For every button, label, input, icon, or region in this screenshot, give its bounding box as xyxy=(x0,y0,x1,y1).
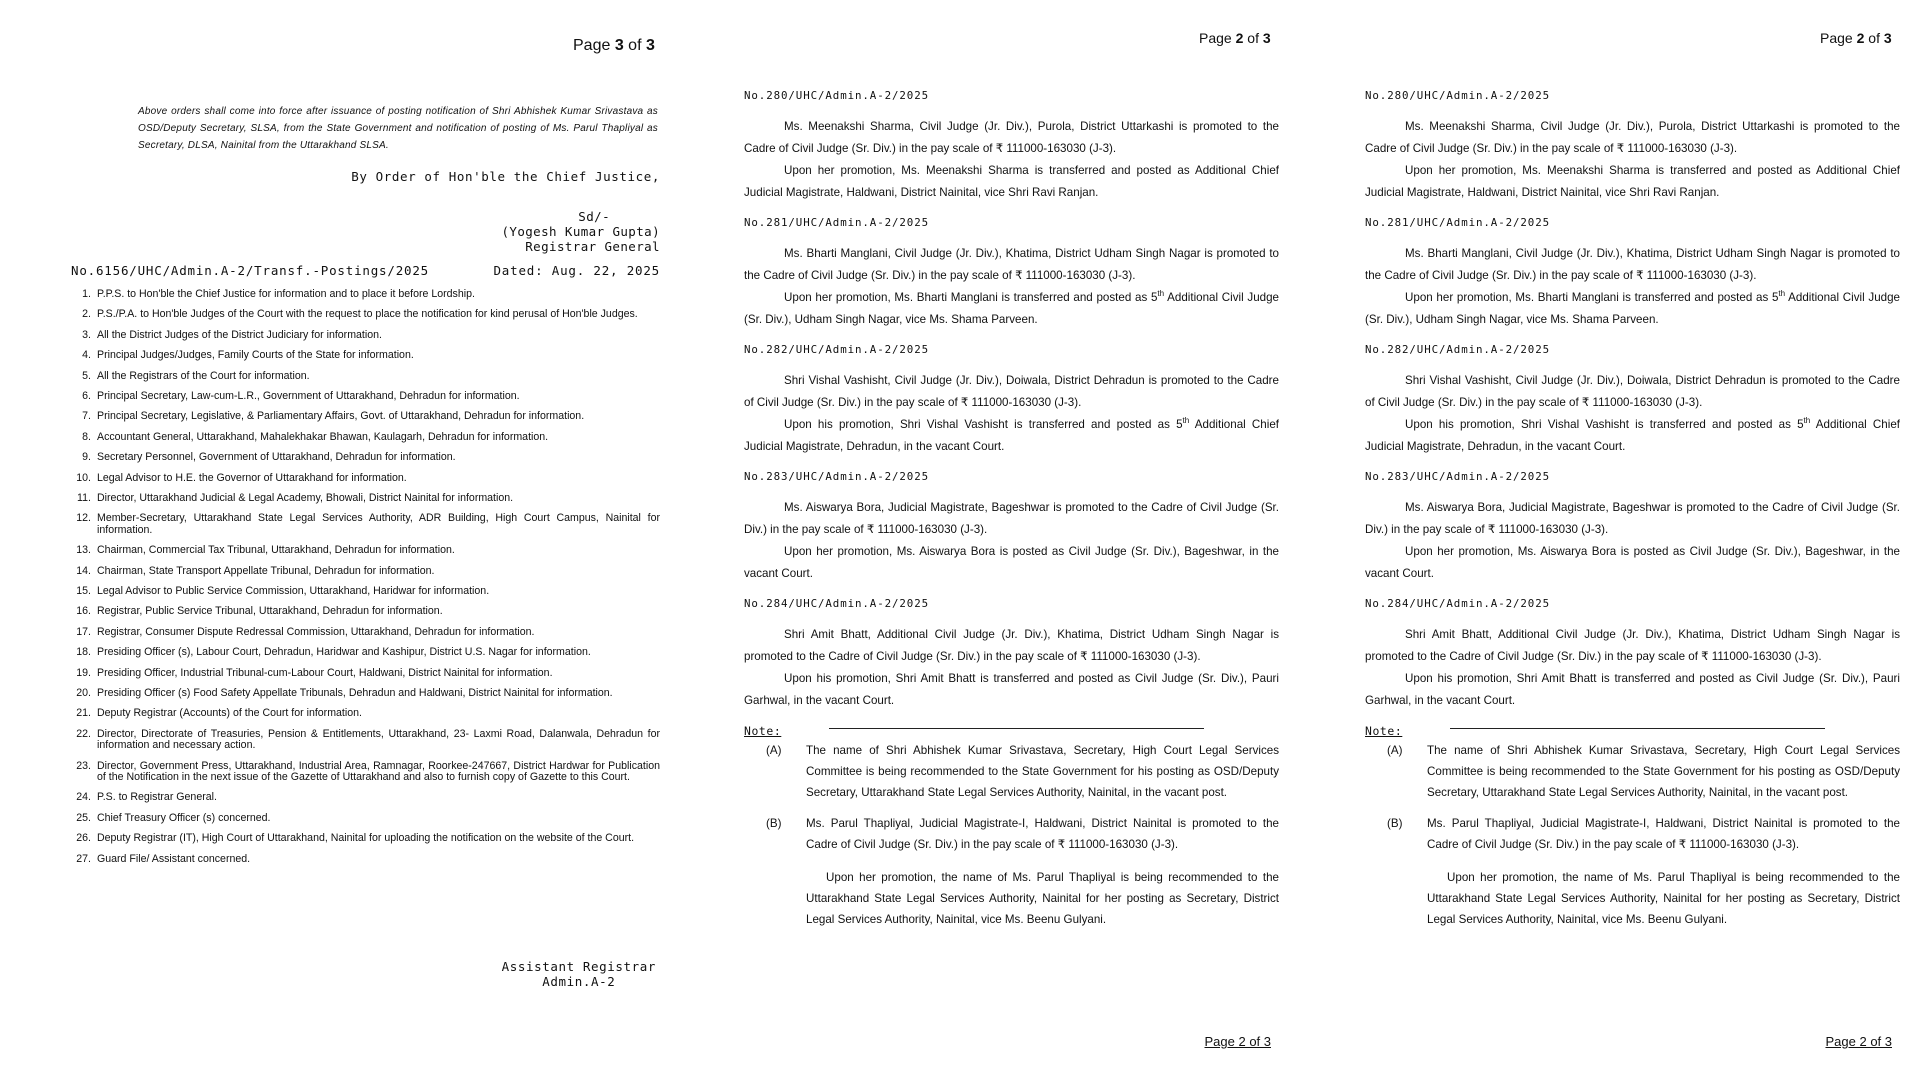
copy-to-number: 24. xyxy=(76,791,91,804)
order-reference: No.281/UHC/Admin.A-2/2025 xyxy=(1365,216,1551,229)
posting-paragraph: Upon his promotion, Shri Vishal Vashisht is transferred and posted as 5th Additional Chief Judicial Magistrate, Dehradun, in the vacant Court. xyxy=(744,416,1279,453)
order-block xyxy=(744,343,1279,458)
posting-paragraph: Upon his promotion, Shri Amit Bhatt is transferred and posted as Civil Judge (Sr. Div.), Pauri Garhwal, in the vacant Court. xyxy=(744,672,1279,707)
assistant-section: Admin.A-2 xyxy=(542,974,616,989)
copy-to-item xyxy=(71,411,660,423)
date-line: Dated: Aug. 22, 2025 xyxy=(493,263,660,278)
copy-to-item xyxy=(71,586,660,598)
copy-to-text: All the Registrars of the Court for information. xyxy=(97,369,310,382)
note-item-text: The name of Shri Abhishek Kumar Srivastava, Secretary, High Court Legal Services Committee is being recommended to the State Government for his posting as OSD/Deputy Secretary, Uttarakhand State Legal Services Authority, Nainital, in the vacant post. xyxy=(1427,744,1900,799)
signature-sd: Sd/- xyxy=(578,209,610,224)
copy-to-text: Chairman, Commercial Tax Tribunal, Uttarakhand, Dehradun for information. xyxy=(97,544,455,557)
note-item-text: Ms. Parul Thapliyal, Judicial Magistrate-I, Haldwani, District Nainital is promoted to the Cadre of Civil Judge (Sr. Div.) in the pay scale of ₹ 111000-163030 (J-3). xyxy=(806,817,1279,851)
copy-to-item xyxy=(71,309,660,321)
copy-to-item xyxy=(71,350,660,362)
copy-to-text: Deputy Registrar (Accounts) of the Court for information. xyxy=(97,707,362,720)
order-block xyxy=(744,216,1279,331)
copy-to-text: Legal Advisor to H.E. the Governor of Uttarakhand for information. xyxy=(97,471,407,484)
note-section xyxy=(1365,724,1900,930)
order-reference: No.282/UHC/Admin.A-2/2025 xyxy=(744,343,930,356)
note-section xyxy=(744,724,1279,930)
copy-to-item xyxy=(71,371,660,383)
posting-paragraph: Upon her promotion, Ms. Aiswarya Bora is posted as Civil Judge (Sr. Div.), Bageshwar, in the vacant Court. xyxy=(1365,545,1900,580)
copy-to-text: Principal Secretary, Legislative, & Parliamentary Affairs, Govt. of Uttarakhand, Dehradun for information. xyxy=(97,410,585,423)
posting-paragraph: Upon his promotion, Shri Vishal Vashisht is transferred and posted as 5th Additional Chief Judicial Magistrate, Dehradun, in the vacant Court. xyxy=(1365,416,1900,453)
page-number-header: Page 3 of 3 xyxy=(573,37,655,54)
order-reference: No.283/UHC/Admin.A-2/2025 xyxy=(1365,470,1551,483)
copy-to-number: 4. xyxy=(82,349,91,362)
order-block xyxy=(1365,216,1900,331)
page-number-header: Page 2 of 3 xyxy=(1820,30,1892,46)
copy-to-item xyxy=(71,761,660,784)
order-reference: No.280/UHC/Admin.A-2/2025 xyxy=(744,89,930,102)
note-b-paragraph: Upon her promotion, the name of Ms. Parul Thapliyal is being recommended to the Uttarakhand State Legal Services Authority, Nainital for her posting as Secretary, District Legal Services Authority, Nainital, vice Ms. Beenu Gulyani. xyxy=(1427,871,1900,926)
copy-to-text: P.P.S. to Hon'ble the Chief Justice for information and to place it before Lordship. xyxy=(97,288,475,300)
copy-to-item xyxy=(71,545,660,557)
copy-to-text: Director, Government Press, Uttarakhand, Industrial Area, Ramnagar, Roorkee-247667, District Hardwar for Publication of the Notification in the next issue of the Gazette of Uttarakhand and also to furnish copy of Gazette to this Court. xyxy=(97,759,660,784)
by-order-line: By Order of Hon'ble the Chief Justice, xyxy=(351,169,660,184)
note-item-text: The name of Shri Abhishek Kumar Srivastava, Secretary, High Court Legal Services Committee is being recommended to the State Government for his posting as OSD/Deputy Secretary, Uttarakhand State Legal Services Authority, Nainital, in the vacant post. xyxy=(806,744,1279,799)
copy-to-number: 25. xyxy=(76,811,91,824)
promotion-paragraph: Ms. Aiswarya Bora, Judicial Magistrate, Bageshwar is promoted to the Cadre of Civil Judge (Sr. Div.) in the pay scale of ₹ 111000-163030 (J-3). xyxy=(744,501,1279,536)
assistant-registrar-block xyxy=(502,959,656,989)
copy-to-text: Principal Secretary, Law-cum-L.R., Government of Uttarakhand, Dehradun for information. xyxy=(97,389,520,402)
order-block xyxy=(1365,89,1900,204)
copy-to-number: 5. xyxy=(82,369,91,382)
copy-to-number: 13. xyxy=(76,544,91,557)
copy-to-item xyxy=(71,391,660,403)
copy-to-text: P.S./P.A. to Hon'ble Judges of the Court with the request to place the notification for kind perusal of Hon'ble Judges. xyxy=(97,308,638,321)
promotion-paragraph: Ms. Meenakshi Sharma, Civil Judge (Jr. Div.), Purola, District Uttarkashi is promoted to the Cadre of Civil Judge (Sr. Div.) in the pay scale of ₹ 111000-163030 (J-3). xyxy=(744,120,1279,155)
assistant-title: Assistant Registrar xyxy=(501,959,656,974)
copy-to-number: 16. xyxy=(76,605,91,618)
copy-to-number: 18. xyxy=(76,646,91,659)
promotion-paragraph: Ms. Aiswarya Bora, Judicial Magistrate, Bageshwar is promoted to the Cadre of Civil Judge (Sr. Div.) in the pay scale of ₹ 111000-163030 (J-3). xyxy=(1365,501,1900,536)
copy-to-number: 7. xyxy=(82,410,91,423)
copy-to-number: 23. xyxy=(76,759,91,772)
signatory-title: Registrar General xyxy=(525,239,660,254)
copy-to-number: 20. xyxy=(76,686,91,699)
copy-to-text: All the District Judges of the District Judiciary for information. xyxy=(97,328,382,341)
reference-row xyxy=(71,263,660,278)
copy-to-text: Presiding Officer (s), Labour Court, Dehradun, Haridwar and Kashipur, District U.S. Nagar for information. xyxy=(97,646,591,659)
note-item-b xyxy=(1387,813,1900,855)
copy-to-number: 11. xyxy=(77,491,91,504)
promotion-paragraph: Ms. Meenakshi Sharma, Civil Judge (Jr. Div.), Purola, District Uttarkashi is promoted to the Cadre of Civil Judge (Sr. Div.) in the pay scale of ₹ 111000-163030 (J-3). xyxy=(1365,120,1900,155)
page-number-header: Page 2 of 3 xyxy=(1199,30,1271,46)
note-b-paragraph: Upon her promotion, the name of Ms. Parul Thapliyal is being recommended to the Uttarakhand State Legal Services Authority, Nainital for her posting as Secretary, District Legal Services Authority, Nainital, vice Ms. Beenu Gulyani. xyxy=(806,871,1279,926)
copy-to-text: Chief Treasury Officer (s) concerned. xyxy=(97,811,271,824)
copy-to-number: 19. xyxy=(76,666,91,679)
copy-to-item xyxy=(71,647,660,659)
copy-to-text: P.S. to Registrar General. xyxy=(97,791,217,804)
copy-to-item xyxy=(71,708,660,720)
orders-body xyxy=(1365,89,1900,930)
copy-to-number: 22. xyxy=(76,727,91,740)
order-block xyxy=(1365,597,1900,712)
copy-to-item xyxy=(71,330,660,342)
order-block xyxy=(1365,343,1900,458)
copy-to-item xyxy=(71,688,660,700)
copy-to-number: 3. xyxy=(82,328,91,341)
ordinal-suffix: th xyxy=(1803,416,1811,426)
copy-to-text: Member-Secretary, Uttarakhand State Legal Services Authority, ADR Building, High Court Campus, Nainital for information. xyxy=(97,512,660,536)
copy-to-text: Deputy Registrar (IT), High Court of Uttarakhand, Nainital for uploading the notification on the website of the Court. xyxy=(97,832,635,845)
order-reference: No.282/UHC/Admin.A-2/2025 xyxy=(1365,343,1551,356)
copy-to-number: 9. xyxy=(82,451,91,464)
note-item-key: (B) xyxy=(766,817,782,830)
copy-to-item xyxy=(71,668,660,680)
copy-to-number: 10. xyxy=(76,471,91,484)
copy-to-item xyxy=(71,513,660,536)
order-reference: No.284/UHC/Admin.A-2/2025 xyxy=(1365,597,1551,610)
reference-number: No.6156/UHC/Admin.A-2/Transf.-Postings/2025 xyxy=(71,263,430,278)
copy-to-number: 8. xyxy=(82,430,91,443)
order-block xyxy=(744,89,1279,204)
promotion-paragraph: Shri Amit Bhatt, Additional Civil Judge (Jr. Div.), Khatima, District Udham Singh Nagar is promoted to the Cadre of Civil Judge (Sr. Div.) in the pay scale of ₹ 111000-163030 (J-3). xyxy=(744,628,1279,663)
signature-block xyxy=(501,209,660,254)
promotion-paragraph: Ms. Bharti Manglani, Civil Judge (Jr. Div.), Khatima, District Udham Singh Nagar is promoted to the Cadre of Civil Judge (Sr. Div.) in the pay scale of ₹ 111000-163030 (J-3). xyxy=(1365,247,1900,282)
copy-to-text: Presiding Officer, Industrial Tribunal-cum-Labour Court, Haldwani, District Nainital for information. xyxy=(97,666,553,679)
copy-to-text: Director, Uttarakhand Judicial & Legal Academy, Bhowali, District Nainital for information. xyxy=(97,491,514,504)
copy-to-number: 15. xyxy=(76,584,91,597)
promotion-paragraph: Shri Amit Bhatt, Additional Civil Judge (Jr. Div.), Khatima, District Udham Singh Nagar is promoted to the Cadre of Civil Judge (Sr. Div.) in the pay scale of ₹ 111000-163030 (J-3). xyxy=(1365,628,1900,663)
order-reference: No.280/UHC/Admin.A-2/2025 xyxy=(1365,89,1551,102)
copy-to-item xyxy=(71,566,660,578)
page-footer: Page 2 of 3 xyxy=(1825,1034,1892,1049)
copy-to-list xyxy=(71,289,660,874)
copy-to-item xyxy=(71,813,660,825)
copy-to-number: 2. xyxy=(82,308,91,321)
posting-paragraph: Upon her promotion, Ms. Meenakshi Sharma is transferred and posted as Additional Chief Judicial Magistrate, Haldwani, District Nainital, vice Shri Ravi Ranjan. xyxy=(744,164,1279,199)
copy-to-number: 27. xyxy=(76,852,91,865)
order-reference: No.283/UHC/Admin.A-2/2025 xyxy=(744,470,930,483)
copy-to-number: 1. xyxy=(82,288,91,300)
copy-to-text: Accountant General, Uttarakhand, Mahalekhakar Bhawan, Kaulagarh, Dehradun for information. xyxy=(97,430,549,443)
ordinal-suffix: th xyxy=(1778,289,1786,299)
promotion-paragraph: Ms. Bharti Manglani, Civil Judge (Jr. Div.), Khatima, District Udham Singh Nagar is promoted to the Cadre of Civil Judge (Sr. Div.) in the pay scale of ₹ 111000-163030 (J-3). xyxy=(744,247,1279,282)
note-item-key: (A) xyxy=(1387,744,1403,757)
copy-to-text: Legal Advisor to Public Service Commission, Uttarakhand, Haridwar for information. xyxy=(97,584,490,597)
note-label: Note: xyxy=(744,724,782,738)
copy-to-text: Chairman, State Transport Appellate Tribunal, Dehradun for information. xyxy=(97,564,435,577)
page-2-copy-b xyxy=(1365,0,1900,1080)
copy-to-text: Principal Judges/Judges, Family Courts of the State for information. xyxy=(97,349,414,362)
intro-paragraph: Above orders shall come into force after issuance of posting notification of Shri Abhishek Kumar Srivastava as OSD/Deputy Secretary, SLSA, from the State Government and notification of posting of Ms. Parul Thapliyal as Secretary, DLSA, Nainital from the Uttarakhand SLSA. xyxy=(138,106,658,151)
copy-to-item xyxy=(71,833,660,845)
note-divider xyxy=(829,728,1204,729)
copy-to-item xyxy=(71,729,660,752)
copy-to-item xyxy=(71,792,660,804)
copy-to-item xyxy=(71,432,660,444)
order-block xyxy=(744,470,1279,585)
promotion-paragraph: Shri Vishal Vashisht, Civil Judge (Jr. Div.), Doiwala, District Dehradun is promoted to the Cadre of Civil Judge (Sr. Div.) in the pay scale of ₹ 111000-163030 (J-3). xyxy=(1365,374,1900,409)
order-block xyxy=(1365,470,1900,585)
copy-to-text: Presiding Officer (s) Food Safety Appellate Tribunals, Dehradun and Haldwani, District Nainital for information. xyxy=(97,686,613,699)
note-item-key: (A) xyxy=(766,744,782,757)
posting-paragraph: Upon her promotion, Ms. Aiswarya Bora is posted as Civil Judge (Sr. Div.), Bageshwar, in the vacant Court. xyxy=(744,545,1279,580)
order-reference: No.281/UHC/Admin.A-2/2025 xyxy=(744,216,930,229)
ordinal-suffix: th xyxy=(1182,416,1190,426)
page-2-copy-a xyxy=(744,0,1279,1080)
copy-to-number: 14. xyxy=(76,564,91,577)
copy-to-text: Registrar, Consumer Dispute Redressal Commission, Uttarakhand, Dehradun for information. xyxy=(97,625,535,638)
copy-to-number: 12. xyxy=(76,512,91,525)
copy-to-text: Guard File/ Assistant concerned. xyxy=(97,852,251,865)
copy-to-item xyxy=(71,854,660,866)
posting-paragraph: Upon her promotion, Ms. Meenakshi Sharma is transferred and posted as Additional Chief Judicial Magistrate, Haldwani, District Nainital, vice Shri Ravi Ranjan. xyxy=(1365,164,1900,199)
note-item-b xyxy=(766,813,1279,855)
note-item-a xyxy=(1387,740,1900,803)
signatory-name: (Yogesh Kumar Gupta) xyxy=(501,224,660,239)
copy-to-number: 17. xyxy=(76,625,91,638)
copy-to-number: 26. xyxy=(76,832,91,845)
copy-to-item xyxy=(71,473,660,485)
order-block xyxy=(744,597,1279,712)
note-item-key: (B) xyxy=(1387,817,1403,830)
orders-body xyxy=(744,89,1279,930)
page-3 xyxy=(68,0,660,1080)
copy-to-item xyxy=(71,493,660,505)
note-label: Note: xyxy=(1365,724,1403,738)
copy-to-text: Secretary Personnel, Government of Uttarakhand, Dehradun for information. xyxy=(97,451,456,464)
copy-to-text: Director, Directorate of Treasuries, Pension & Entitlements, Uttarakhand, 23- Laxmi Road, Dalanwala, Dehradun for information and necessary action. xyxy=(97,727,660,752)
promotion-paragraph: Shri Vishal Vashisht, Civil Judge (Jr. Div.), Doiwala, District Dehradun is promoted to the Cadre of Civil Judge (Sr. Div.) in the pay scale of ₹ 111000-163030 (J-3). xyxy=(744,374,1279,409)
copy-to-item xyxy=(71,606,660,618)
copy-to-item xyxy=(71,289,660,301)
order-reference: No.284/UHC/Admin.A-2/2025 xyxy=(744,597,930,610)
note-divider xyxy=(1450,728,1825,729)
copy-to-text: Registrar, Public Service Tribunal, Uttarakhand, Dehradun for information. xyxy=(97,605,443,618)
copy-to-item xyxy=(71,627,660,639)
posting-paragraph: Upon her promotion, Ms. Bharti Manglani is transferred and posted as 5th Additional Civil Judge (Sr. Div.), Udham Singh Nagar, vice Ms. Shama Parveen. xyxy=(1365,289,1900,326)
note-item-text: Ms. Parul Thapliyal, Judicial Magistrate-I, Haldwani, District Nainital is promoted to the Cadre of Civil Judge (Sr. Div.) in the pay scale of ₹ 111000-163030 (J-3). xyxy=(1427,817,1900,851)
copy-to-number: 6. xyxy=(82,389,91,402)
posting-paragraph: Upon her promotion, Ms. Bharti Manglani is transferred and posted as 5th Additional Civil Judge (Sr. Div.), Udham Singh Nagar, vice Ms. Shama Parveen. xyxy=(744,289,1279,326)
note-item-a xyxy=(766,740,1279,803)
copy-to-item xyxy=(71,452,660,464)
copy-to-number: 21. xyxy=(76,707,91,720)
ordinal-suffix: th xyxy=(1157,289,1165,299)
page-footer: Page 2 of 3 xyxy=(1204,1034,1271,1049)
posting-paragraph: Upon his promotion, Shri Amit Bhatt is transferred and posted as Civil Judge (Sr. Div.), Pauri Garhwal, in the vacant Court. xyxy=(1365,672,1900,707)
